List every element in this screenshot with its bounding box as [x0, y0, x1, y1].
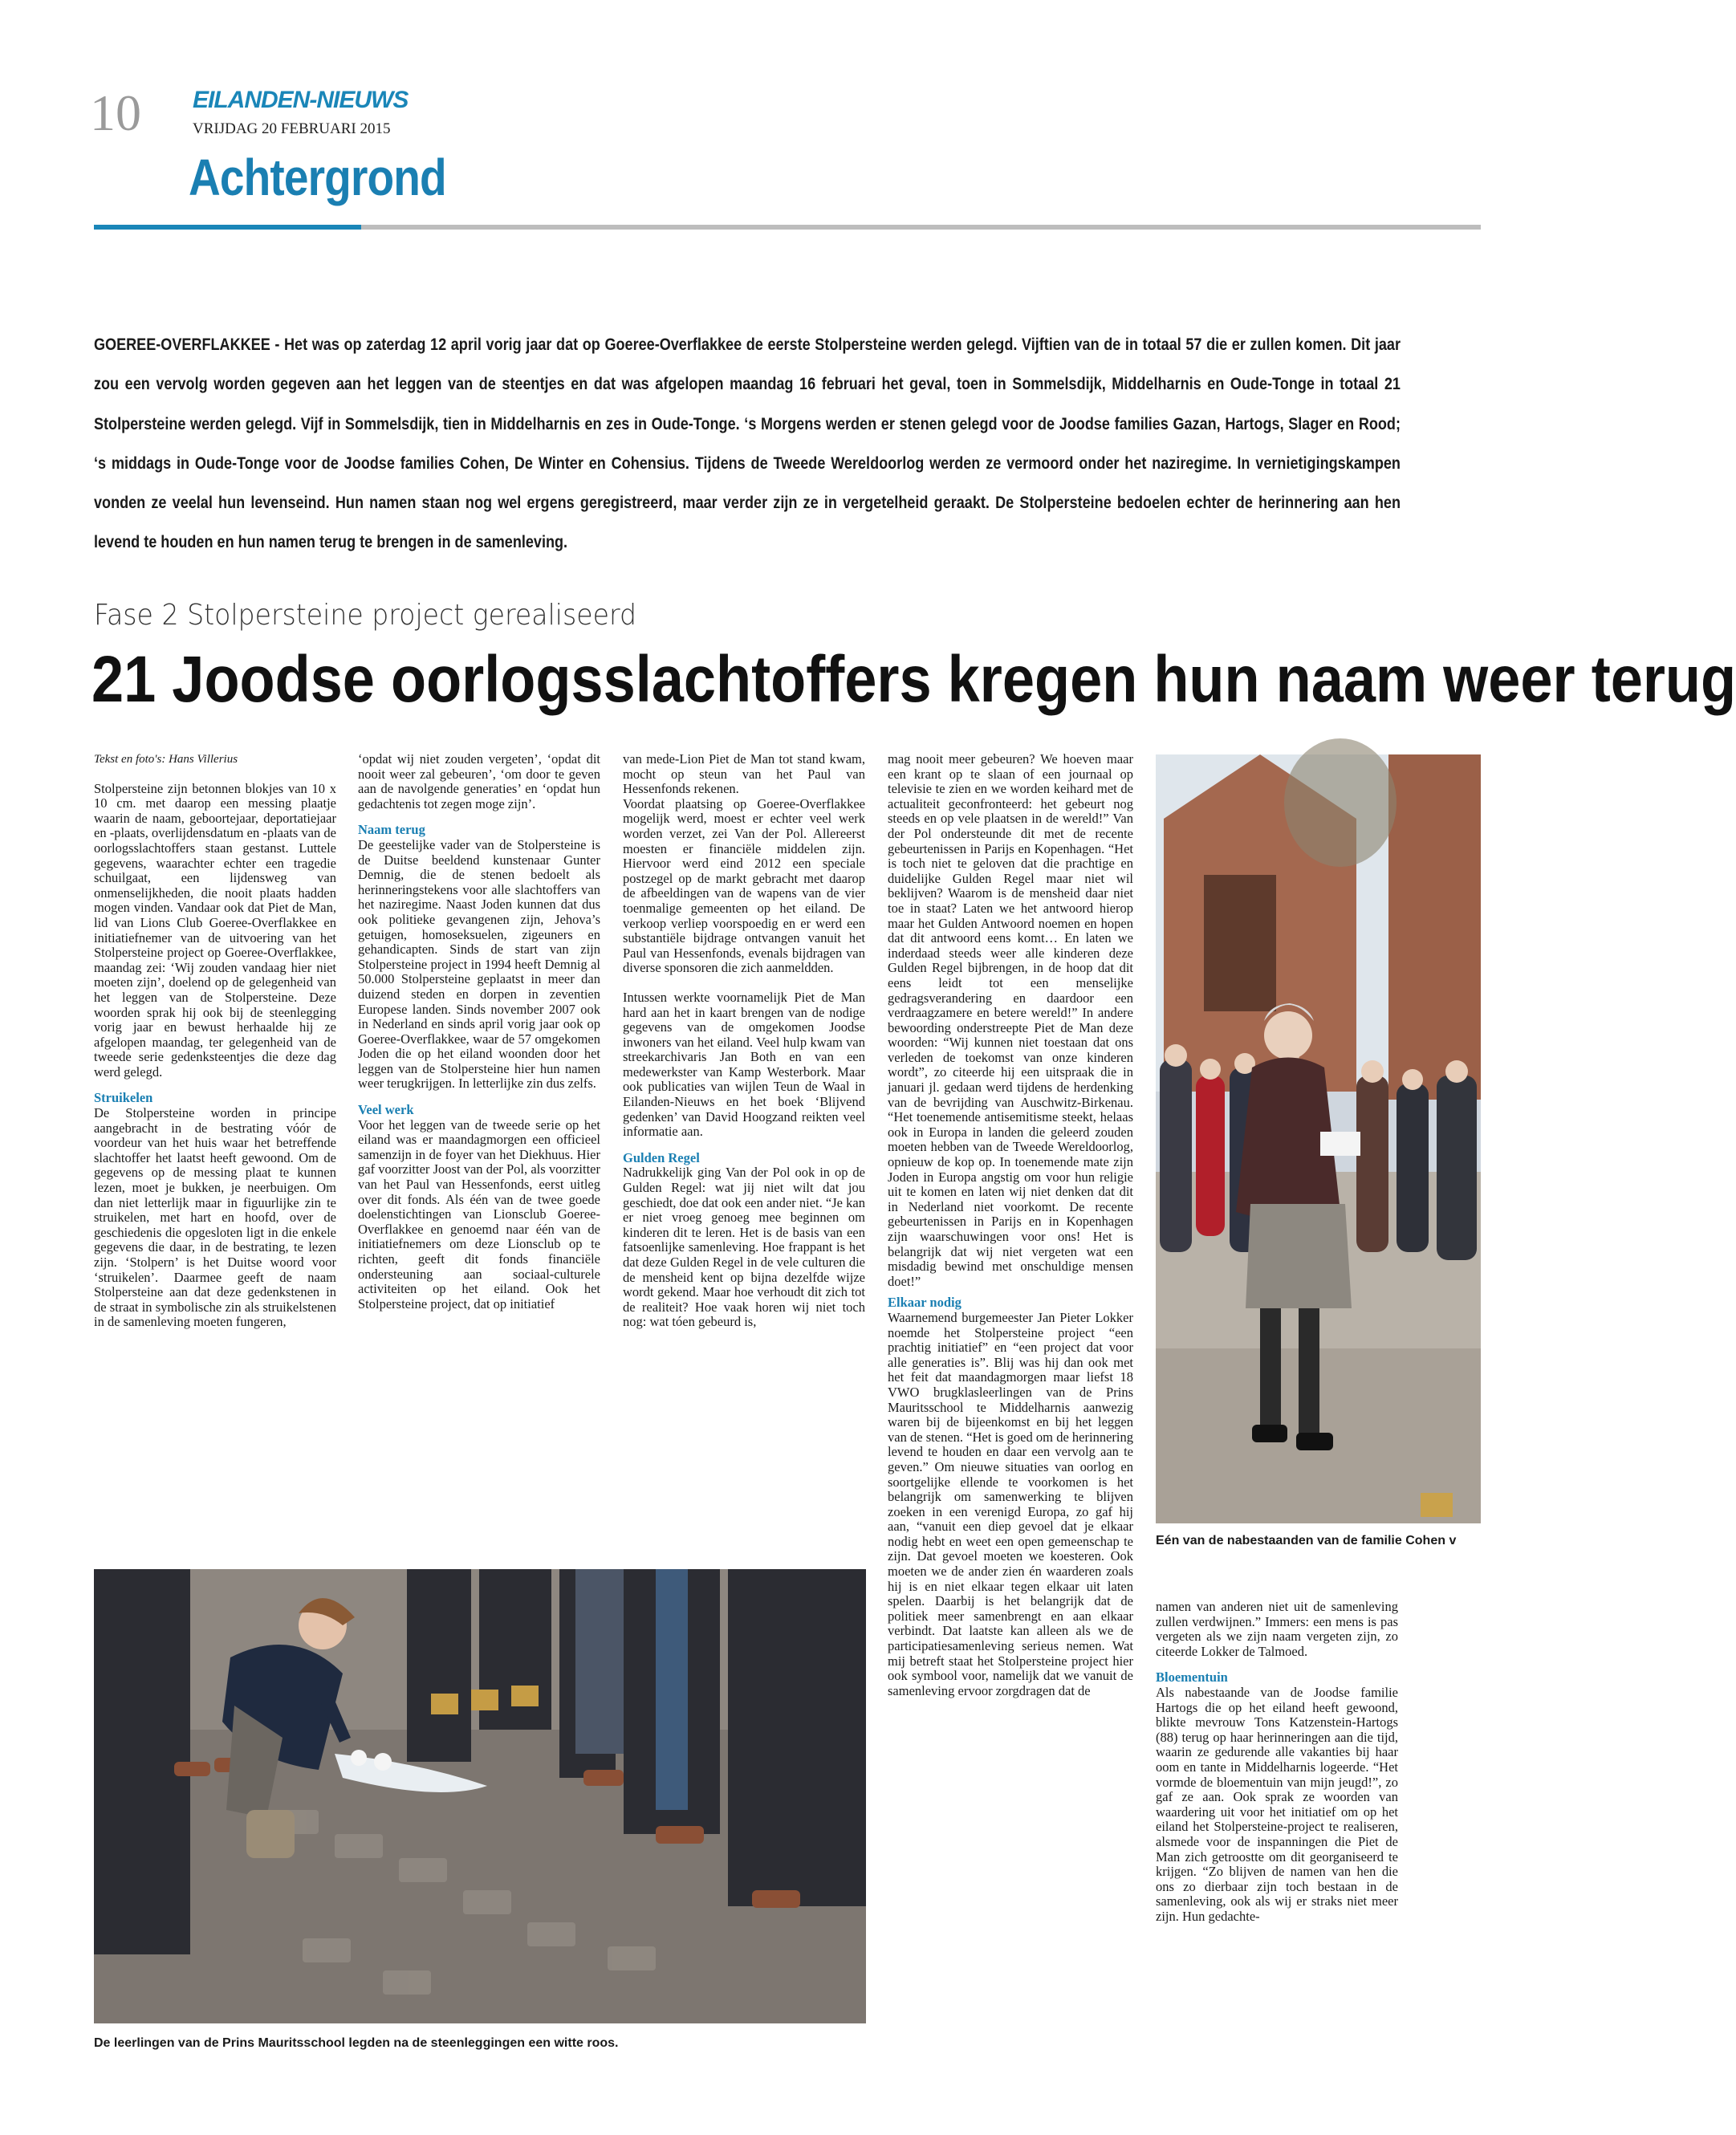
paragraph: Intussen werkte voornamelijk Piet de Man hard aan het in kaart brengen van de nodige gegevens van de omgekomen Joodse inwoners van het eiland. Veel hulp kwam van streekarchivaris Jan Both en van een medewerkster van Kamp Westerbork. Maar ook publicaties van wijlen Teun de Waal in Eilanden-Nieuws en het boek ‘Blijvend gedenken’ van David Hoogzand reikten veel informatie aan.	[623, 989, 865, 1140]
section-rule	[361, 225, 1481, 230]
paragraph: Stolpersteine zijn betonnen blokjes van 10 x 10 cm. met daarop een messing plaatje waarin de naam, geboortejaar, deportatiejaar en -plaats, overlijdensdatum en -plaats van de oorlogsslachtoffers staan gestanst. Luttele gegevens, waarachter echter een tragedie schuilgaat, een lijdensweg van onmenselijkheden, die nooit plaats hadden mogen vinden. Vandaar ook dat Piet de Man, lid van Lions Club Goeree-Overflakkee en initiatiefnemer van de uitvoering van het Stolpersteine project op Goeree-Overflakkee, maandag zei: ‘Wij zouden vandaag hier niet moeten zijn’, doelend op de gelegenheid van het leggen van de Stolpersteine. Deze woorden sprak hij ook bij de steenlegging vorig jaar en bewust herhaalde hij ze afgelopen maandag, ter gelegenheid van de tweede serie gedenksteentjes die deze dag werd gelegd.	[94, 780, 336, 1080]
article-headline: 21 Joodse oorlogsslachtoffers kregen hun naam weer terug	[91, 643, 1736, 716]
paragraph: mag nooit meer gebeuren? We hoeven maar een krant op te slaan of een journaal op televisie te zien en we worden keihard met de actualiteit geconfronteerd: het gebeurt nog steeds en op vele plaatsen in de wereld!” Van der Pol ondersteunde dit met de recente gebeurtenissen in Parijs en Kopenhagen. “Het is toch niet te geloven dat die prachtige en duidelijke Gulden Regel maar niet wil beklijven? Waarom is de mensheid daar niet toe in staat? Laten we het antwoord hierop maar het Gulden Antwoord noemen en hopen dat dit antwoord eens komt… En laten we inderdaad steeds weer alle kinderen deze Gulden Regel bijbrengen, in de hoop dat dit eens leidt tot een menselijke gedragsverandering en daardoor een verdraagzamere en betere wereld!” In andere bewoording onderstreepte Piet de Man deze woorden: “Wij kunnen niet toestaan dat ons verleden de toekomst van onze kinderen wordt”, zo citeerde hij een uitspraak die in januari jl. gedaan werd tijdens de herdenking van de bevrijding van Auschwitz-Birkenau. “Het toenemende antisemitisme steekt, helaas ook in Europa in landen die geleerd zouden moeten hebben van de Tweede Wereldoorlog, opnieuw de kop op. In toenemende mate zijn Joden in Europa angstig om voor hun religie uit te komen en laten wij niet denken dat dit in Nederland niet voorkomt. De recente gebeurtenissen in Parijs en in Kopenhagen zijn waarschuwingen voor ons! Het is belangrijk dat wij niet vergeten wat een misdadig bewind met onschuldige mensen doet!”	[888, 751, 1133, 1289]
article-column-5	[1156, 1600, 1398, 1924]
subheading: Veel werk	[358, 1102, 414, 1118]
headline-container	[0, 634, 1736, 730]
article-column-4	[888, 752, 1133, 1698]
section-rule-accent	[94, 225, 361, 230]
paragraph: namen van anderen niet uit de samenleving zullen verdwijnen.” Immers: een mens is pas vergeten als we zijn naam vergeten zijn, zo citeerde Lokker de Talmoed.	[1156, 1599, 1398, 1659]
paragraph: van mede-Lion Piet de Man tot stand kwam, mocht op steun van het Paul van Hessenfonds rekenen.	[623, 751, 865, 797]
photo-illustration	[94, 1569, 866, 2023]
subheading: Struikelen	[94, 1090, 153, 1106]
paragraph: De geestelijke vader van de Stolpersteine is de Duitse beeldend kunstenaar Gunter Demnig, die de stenen bedoelt als herinneringstekens voor alle slachtoffers van het naziregime. Naast Joden kunnen dat dus ook politieke gevangenen zijn, Jehova’s getuigen, homoseksuelen, zigeuners en gehandicapten. Sinds de start van zijn Stolpersteine project in 1994 heeft Demnig al 50.000 Stolpersteine geplaatst in meer dan duizend steden en dorpen in zeventien Europese landen. Sinds november 2007 ook in Nederland en sinds april vorig jaar ook op Goeree-Overflakkee, waar de 57 omgekomen Joden die op het eiland woonden door het leggen van de Stolpersteine hier hun namen weer terugkrijgen. In letterlijke zin dus zelfs.	[358, 836, 600, 1092]
paragraph: Waarnemend burgemeester Jan Pieter Lokker noemde het Stolpersteine project “een prachtig initiatief” en “een project dat voor alle generaties is”. Blij was hij dan ook met het feit dat maandagmorgen maar liefst 18 VWO brugklasleerlingen van de Prins Mauritsschool te Middelharnis aanwezig waren bij de bijeenkomst en bij het leggen van de stenen. “Het is goed om de herinnering levend te houden en daar een vervolg aan te geven.” Om nieuwe situaties van oorlog en soortgelijke ellende te voorkomen is het belangrijk om samenwerking te blijven zoeken in een verenigd Europa, zo gaf hij aan, “vanuit een diep gevoel dat je elkaar nodig hebt en weet een open gemeenschap te zijn. Dat gevoel moeten we koesteren. Ook moeten we de ander zien én waarderen zoals hij is en niet elkaar tegen elkaar uit laten spelen. Daarbij is het belangrijk dat de politiek meer samenbrengt en aan elkaar verbindt. Dat laatste kan alleen als we de participatiesamenleving serieus nemen. Wat mij betreft staat het Stolpersteine project hier ook symbool voor, namelijk dat we vanuit de samenleving ervoor zorgdragen dat de	[888, 1309, 1133, 1698]
section-title: Achtergrond	[189, 148, 446, 206]
paragraph: De Stolpersteine worden in principe aangebracht in de bestrating vóór de voordeur van het huis waar het betreffende slachtoffer het laatst heeft gewoond. Om de gegevens op de messing plaat te kunnen lezen, moet je bukken, je neerbuigen. Om dan niet letterlijk maar in figuurlijke zin te struikelen, met hart en hoofd, over de geschiedenis die opgesloten ligt in die enkele gegevens die daar, in de bestrating, te lezen zijn. ‘Stolpern’ is het Duitse woord voor ‘struikelen’. Daarmee geeft de naam Stolpersteine aan dat deze gedenkstenen in de straat in symbolische zin als struikelstenen in de samenleving moeten fungeren,	[94, 1105, 336, 1330]
article-column-2	[358, 752, 600, 1312]
page-number: 10	[90, 84, 141, 141]
subheading: Gulden Regel	[623, 1149, 700, 1165]
article-column-3	[623, 752, 865, 1330]
newspaper-logo: EILANDEN-NIEUWS	[193, 87, 409, 113]
photo-relative-speaking	[1156, 754, 1481, 1523]
subheading: Elkaar nodig	[888, 1295, 962, 1311]
issue-date: VRIJDAG 20 FEBRUARI 2015	[193, 120, 391, 137]
paragraph: Nadrukkelijk ging Van der Pol ook in op de Gulden Regel: wat jij niet wilt dat jou geschiedt, doe dat ook een ander niet. “Je kan er niet vroeg genoeg mee beginnen om kinderen dit te leren. Het is de basis van een fatsoenlijke samenleving. Hoe frappant is het dat deze Gulden Regel in de vele culturen die de mensheid kent op bijna dezelfde wijze wordt gekend. Maar hoe verhoudt dit zich tot de realiteit? Hoe vaak horen wij niet toch nog: wat tóen gebeurd is,	[623, 1165, 865, 1330]
article-column-1	[94, 752, 336, 1330]
subheading: Naam terug	[358, 822, 425, 838]
paragraph: Voor het leggen van de tweede serie op het eiland was er maandagmorgen een officieel samenzijn in de foyer van het Diekhuus. Hier gaf voorzitter Joost van der Pol, als voorzitter van het Paul van Hessenfonds, eerst uitleg over dit fonds. Als één van de twee goede doelenstichtingen van Lionsclub Goeree-Overflakkee en genoemd naar één van de initiatiefnemers om deze Lionsclub op te richten, geeft dit fonds financiële ondersteuning aan sociaal-culturele activiteiten op het eiland. Ook het Stolpersteine project, dat op initiatief	[358, 1116, 600, 1312]
article-kicker: Fase 2 Stolpersteine project gerealiseerd	[94, 599, 637, 632]
photo-caption-right: Eén van de nabestaanden van de familie Cohen v	[1156, 1534, 1457, 1547]
paragraph: ‘opdat wij niet zouden vergeten’, ‘opdat dit nooit weer zal gebeuren’, ‘om door te geven aan de navolgende generaties’ en ‘opdat hun gedachtenis tot zegen moge zijn’.	[358, 751, 600, 811]
article-intro: GOEREE-OVERFLAKKEE - Het was op zaterdag 12 april vorig jaar dat op Goeree-Overflakkee de eerste Stolpersteine werden gelegd. Vijftien van de in totaal 57 die er zullen komen. Dit jaar zou een vervolg worden gegeven aan het leggen van de steentjes en dat was afgelopen maandag 16 februari het geval, toen in Sommelsdijk, Middelharnis en Oude-Tonge in totaal 21 Stolpersteine werden gelegd. Vijf in Sommelsdijk, tien in Middelharnis en zes in Oude-Tonge. ‘s Morgens werden er stenen gelegd voor de Joodse families Gazan, Hartogs, Slager en Rood; ‘s middags in Oude-Tonge voor de Joodse families Cohen, De Winter en Cohensius. Tijdens de Tweede Wereldoorlog werden ze vermoord onder het naziregime. In vernietigingskampen vonden ze veelal hun levenseind. Hun namen staan nog wel ergens geregistreerd, maar verder zijn ze in vergetelheid geraakt. De Stolpersteine bedoelen echter de herinnering aan hen levend te houden en hun namen terug te brengen in de samenleving.	[94, 336, 1401, 552]
photo-illustration	[1156, 754, 1481, 1523]
photo-credit: Tekst en foto's: Hans Villerius	[94, 753, 238, 766]
photo-students-laying-roses	[94, 1569, 866, 2023]
subheading: Bloementuin	[1156, 1669, 1228, 1686]
photo-caption-bottom: De leerlingen van de Prins Mauritsschool legden na de steenleggingen een witte roos.	[94, 2036, 619, 2050]
paragraph: Voordat plaatsing op Goeree-Overflakkee mogelijk werd, moest er echter veel werk worden verzet, zei Van der Pol. Allereerst moesten er financiële middelen zijn. Hiervoor werd eind 2012 een speciale postzegel op de markt gebracht met daarop de afbeeldingen van de wapens van de vier toenmalige gemeenten op het eiland. De verkoop verliep voorspoedig en er werd een substantiële bijdrage ontvangen vanuit het Paul van Hessenfonds, evenals bijdragen van diverse sponsoren die zich aanmeldden.	[623, 795, 865, 976]
paragraph: Als nabestaande van de Joodse familie Hartogs die op het eiland heeft gewoond, blikte mevrouw Tons Katzenstein-Hartogs (88) terug op haar herinneringen aan die tijd, waarin ze gedurende alle vakanties bij haar oom en tante in Middelharnis logeerde. “Het vormde de bloementuin van mijn jeugd!”, zo gaf ze aan. Ook sprak ze woorden van waardering uit voor het initiatief om op het eiland het Stolpersteine-project te realiseren, alsmede voor de inspanningen die Piet de Man zich getroostte om dit georganiseerd te krijgen. “Zo blijven de namen van hen die ons zo dierbaar zijn toch bestaan in de samenleving, ook als wij er straks niet meer zijn. Hun gedachte-	[1156, 1684, 1398, 1924]
